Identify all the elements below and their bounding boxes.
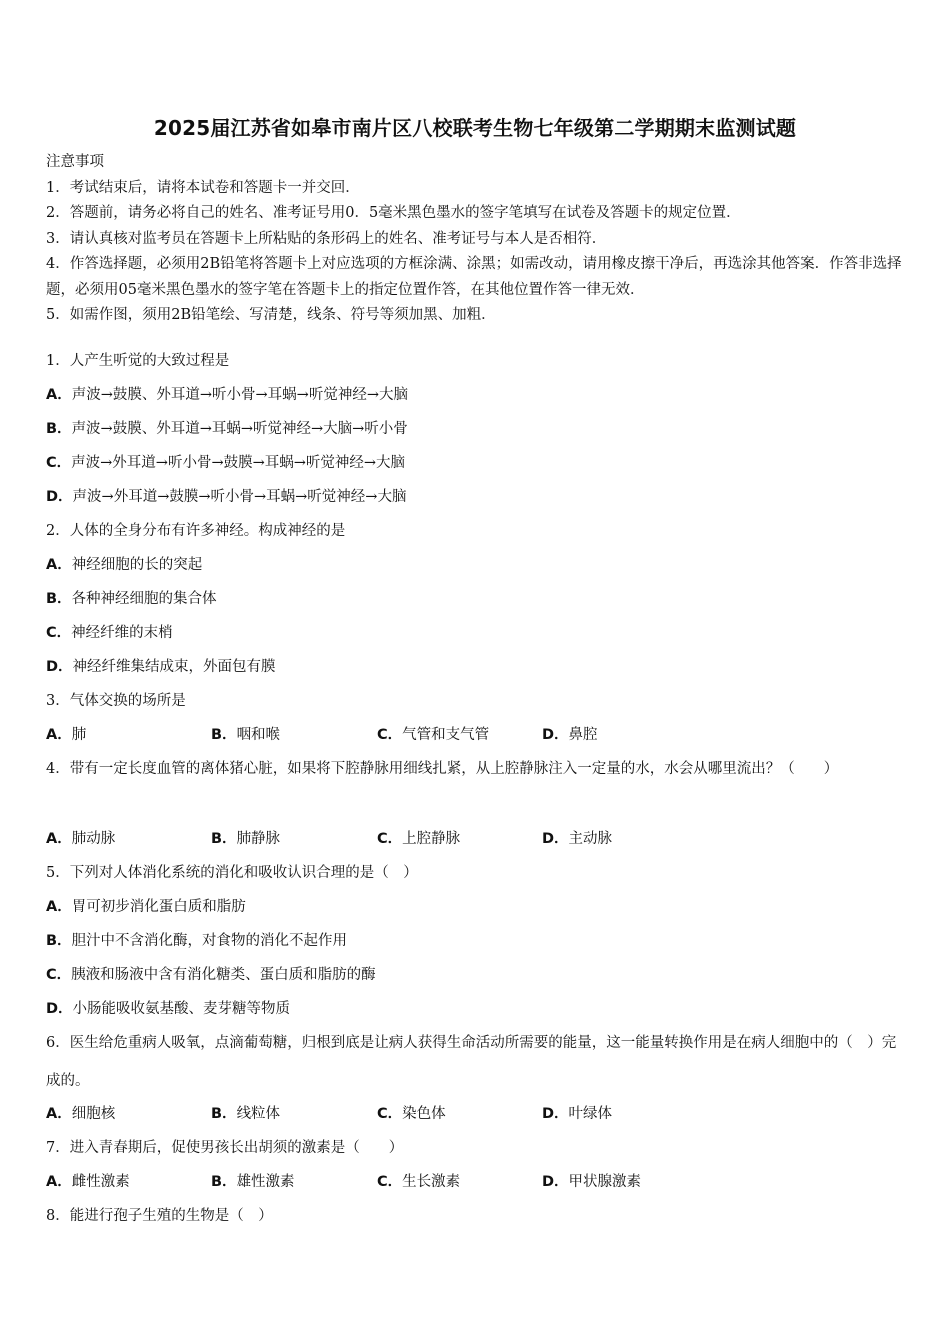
option-letter: A． [46, 1174, 72, 1190]
option-letter: D． [46, 1001, 73, 1017]
question-6-options [46, 1102, 906, 1126]
option-letter: D． [46, 659, 73, 675]
note-item-2: 2．答题前，请务必将自己的姓名、准考证号用0．5毫米黑色墨水的签字笔填写在试卷及答题卡的规定位置． [46, 205, 741, 221]
question-1-option-a [46, 383, 408, 407]
option-text: 肺动脉 [71, 831, 116, 847]
option-letter: C． [46, 625, 72, 641]
question-4-options [46, 827, 906, 851]
option-letter: D． [542, 1106, 569, 1122]
question-6-stem: 6．医生给危重病人吸氧，点滴葡萄糖，归根到底是让病人获得生命活动所需要的能量，这一能量转换作用是在病人细胞中的（ ）完成的。 [46, 1035, 897, 1089]
option-text: 肺静脉 [236, 831, 281, 847]
option-letter: C． [377, 1174, 403, 1190]
question-7-option-a [46, 1170, 130, 1194]
option-letter: A． [46, 831, 72, 847]
option-text: 声波→鼓膜、外耳道→听小骨→耳蜗→听觉神经→大脑 [71, 387, 408, 403]
note-item-1: 1．考试结束后，请将本试卷和答题卡一并交回． [46, 179, 360, 196]
question-5-option-d [46, 997, 290, 1021]
question-7-options [46, 1170, 906, 1194]
option-letter: C． [377, 727, 403, 743]
option-letter: D． [542, 1174, 569, 1190]
option-text: 主动脉 [568, 831, 613, 847]
question-3-options [46, 723, 906, 747]
question-6-option-c [377, 1102, 446, 1126]
option-letter: D． [542, 727, 569, 743]
option-letter: B． [211, 727, 237, 743]
question-2-option-d [46, 655, 276, 679]
option-letter: C． [377, 831, 403, 847]
option-letter: C． [46, 967, 72, 983]
question-5-option-c [46, 963, 376, 987]
note-item-4: 4．作答选择题，必须用2B铅笔将答题卡上对应选项的方框涂满、涂黑；如需改动，请用橡皮擦干净后，再选涂其他答案．作答非选择题，必须用05毫米黑色墨水的签字笔在答题卡上的指定位置作答，在其他位置作答一律无效． [46, 256, 902, 298]
option-text: 神经纤维集结成束，外面包有膜 [72, 659, 276, 675]
question-1-option-d [46, 485, 406, 509]
question-5-option-a [46, 895, 246, 919]
option-letter: A． [46, 557, 72, 573]
option-letter: C． [377, 1106, 403, 1122]
notes-section [46, 150, 906, 329]
question-2-option-a [46, 553, 202, 577]
question-4-stem: 4．带有一定长度血管的离体猪心脏，如果将下腔静脉用细线扎紧，从上腔静脉注入一定量的水，水会从哪里流出？（ ） [46, 761, 839, 777]
option-text: 甲状腺激素 [568, 1174, 642, 1190]
question-1-stem: 1．人产生听觉的大致过程是 [46, 353, 230, 369]
notes-heading: 注意事项 [46, 154, 104, 170]
option-text: 叶绿体 [568, 1106, 613, 1122]
option-letter: B． [211, 831, 237, 847]
page-title: 2025届江苏省如皋市南片区八校联考生物七年级第二学期期末监测试题 [153, 116, 797, 140]
option-letter: D． [46, 489, 73, 505]
option-text: 胰液和肠液中含有消化糖类、蛋白质和脂肪的酶 [71, 967, 376, 983]
option-text: 神经纤维的末梢 [71, 625, 173, 641]
question-4-option-a [46, 827, 115, 851]
option-letter: D． [542, 831, 569, 847]
question-6-option-b [211, 1102, 280, 1126]
question-5-stem: 5．下列对人体消化系统的消化和吸收认识合理的是（ ） [46, 865, 418, 881]
option-letter: A． [46, 387, 72, 403]
question-6-option-a [46, 1102, 115, 1126]
option-text: 声波→外耳道→鼓膜→听小骨→耳蜗→听觉神经→大脑 [72, 489, 407, 505]
question-3-option-a [46, 723, 86, 747]
question-7-option-d [542, 1170, 641, 1194]
option-letter: A． [46, 727, 72, 743]
option-letter: B． [46, 933, 72, 949]
option-text: 各种神经细胞的集合体 [71, 591, 217, 607]
option-text: 鼻腔 [568, 727, 598, 743]
option-text: 气管和支气管 [402, 727, 490, 743]
option-text: 线粒体 [236, 1106, 281, 1122]
question-7-stem: 7．进入青春期后，促使男孩长出胡须的激素是（ ） [46, 1140, 404, 1156]
option-text: 上腔静脉 [402, 831, 461, 847]
option-text: 声波→外耳道→听小骨→鼓膜→耳蜗→听觉神经→大脑 [71, 455, 406, 471]
option-text: 小肠能吸收氨基酸、麦芽糖等物质 [72, 1001, 291, 1017]
question-3-stem: 3．气体交换的场所是 [46, 693, 186, 709]
option-text: 肺 [71, 727, 87, 743]
option-text: 神经细胞的长的突起 [71, 557, 203, 573]
option-letter: B． [46, 421, 72, 437]
question-1-option-c [46, 451, 405, 475]
option-letter: C． [46, 455, 72, 471]
note-item-3: 3．请认真核对监考员在答题卡上所粘贴的条形码上的姓名、准考证号与本人是否相符． [46, 230, 607, 247]
option-text: 胆汁中不含消化酶，对食物的消化不起作用 [71, 933, 348, 949]
option-letter: B． [211, 1174, 237, 1190]
question-2-option-c [46, 621, 173, 645]
option-letter: A． [46, 1106, 72, 1122]
question-3-option-c [377, 723, 489, 747]
question-2-option-b [46, 587, 217, 611]
question-6-option-d [542, 1102, 612, 1126]
question-7-option-b [211, 1170, 295, 1194]
question-3-option-b [211, 723, 280, 747]
question-3-option-d [542, 723, 598, 747]
option-text: 胃可初步消化蛋白质和脂肪 [71, 899, 246, 915]
note-item-5: 5．如需作图，须用2B铅笔绘、写清楚，线条、符号等须加黑、加粗． [46, 307, 496, 323]
question-7-option-c [377, 1170, 460, 1194]
question-4-option-d [542, 827, 612, 851]
option-text: 生长激素 [402, 1174, 461, 1190]
question-4-option-c [377, 827, 460, 851]
option-text: 染色体 [402, 1106, 446, 1122]
option-letter: B． [211, 1106, 237, 1122]
question-1-option-b [46, 417, 408, 441]
option-text: 细胞核 [71, 1106, 116, 1122]
question-2-stem: 2．人体的全身分布有许多神经。构成神经的是 [46, 523, 346, 539]
option-text: 雄性激素 [236, 1174, 295, 1190]
option-text: 咽和喉 [236, 727, 281, 743]
option-text: 雌性激素 [71, 1174, 130, 1190]
option-letter: A． [46, 899, 72, 915]
question-4-option-b [211, 827, 280, 851]
option-text: 声波→鼓膜、外耳道→耳蜗→听觉神经→大脑→听小骨 [71, 421, 408, 437]
question-8-stem: 8．能进行孢子生殖的生物是（ ） [46, 1208, 273, 1224]
option-letter: B． [46, 591, 72, 607]
question-5-option-b [46, 929, 347, 953]
